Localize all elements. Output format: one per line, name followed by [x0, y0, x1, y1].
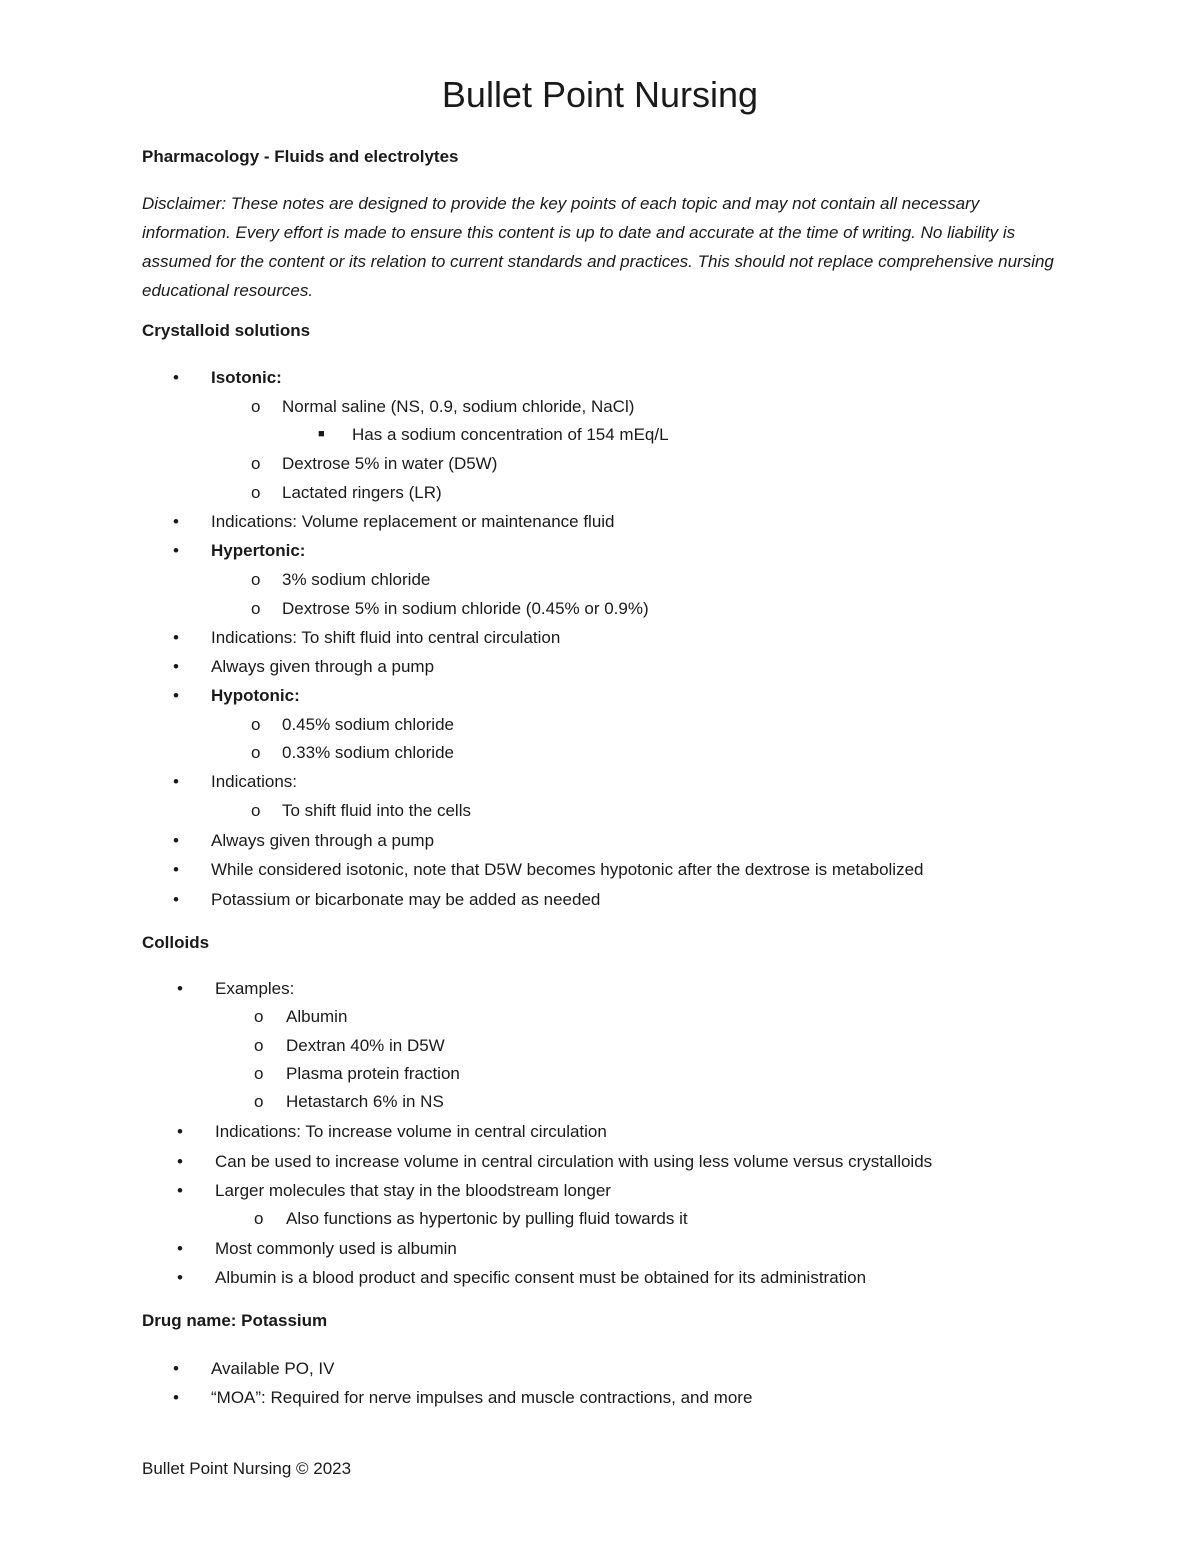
list-item: Also functions as hypertonic by pulling fluid towards it: [286, 1209, 688, 1228]
circle-bullet-icon: o: [251, 715, 261, 734]
bullet-icon: •: [177, 1152, 183, 1171]
list-item: Most commonly used is albumin: [215, 1239, 457, 1258]
list-item: Isotonic:: [211, 368, 282, 387]
bullet-icon: •: [173, 772, 179, 791]
list-item: 3% sodium chloride: [282, 570, 431, 589]
bullet-icon: •: [177, 1181, 183, 1200]
page-title: Bullet Point Nursing: [441, 74, 759, 115]
list-item: To shift fluid into the cells: [282, 801, 471, 820]
bullet-icon: •: [177, 1122, 183, 1141]
section-heading-potassium: Drug name: Potassium: [142, 1311, 328, 1330]
circle-bullet-icon: o: [251, 801, 261, 820]
list-item: Indications:: [211, 772, 297, 791]
bullet-icon: •: [173, 541, 179, 560]
list-item: Hypotonic:: [211, 686, 300, 705]
circle-bullet-icon: o: [251, 397, 261, 416]
bullet-icon: •: [173, 860, 179, 879]
bullet-icon: •: [173, 1388, 179, 1407]
section-heading-colloids: Colloids: [142, 933, 210, 952]
list-item: Albumin is a blood product and specific consent must be obtained for its administration: [215, 1268, 867, 1287]
disclaimer-text: Disclaimer: These notes are designed to provide the key points of each topic and may not contain all necessary information. Every effort is made to ensure this content is up to date and accurate at the time of writing. No liability is assumed for the content or its relation to current standards and practices. This should not replace comprehensive nursing educational resources.: [142, 194, 1054, 300]
list-item: Dextrose 5% in water (D5W): [282, 454, 498, 473]
circle-bullet-icon: o: [251, 454, 261, 473]
list-item: 0.45% sodium chloride: [282, 715, 454, 734]
circle-bullet-icon: o: [251, 570, 261, 589]
list-item: Hetastarch 6% in NS: [286, 1092, 444, 1111]
list-item: Can be used to increase volume in central circulation with using less volume versus crystalloids: [215, 1152, 933, 1171]
square-bullet-icon: ■: [318, 428, 325, 440]
circle-bullet-icon: o: [251, 743, 261, 762]
list-item: Available PO, IV: [211, 1359, 335, 1378]
bullet-icon: •: [177, 1239, 183, 1258]
list-item: Indications: To shift fluid into central circulation: [211, 628, 561, 647]
list-item: Hypertonic:: [211, 541, 306, 560]
section-heading-crystalloid: Crystalloid solutions: [142, 321, 311, 340]
list-item: Dextrose 5% in sodium chloride (0.45% or 0.9%): [282, 599, 649, 618]
list-item: Always given through a pump: [211, 657, 435, 676]
list-item: Larger molecules that stay in the bloodstream longer: [215, 1181, 611, 1200]
list-item: Potassium or bicarbonate may be added as needed: [211, 890, 601, 909]
list-item: Dextran 40% in D5W: [286, 1036, 445, 1055]
bullet-icon: •: [173, 831, 179, 850]
page-footer: Bullet Point Nursing © 2023: [142, 1459, 352, 1478]
topic-heading: Pharmacology - Fluids and electrolytes: [142, 147, 459, 166]
list-item: Albumin: [286, 1007, 348, 1026]
circle-bullet-icon: o: [251, 483, 261, 502]
bullet-icon: •: [173, 1359, 179, 1378]
list-item: Examples:: [215, 979, 295, 998]
list-item: Indications: To increase volume in central circulation: [215, 1122, 607, 1141]
bullet-icon: •: [173, 890, 179, 909]
circle-bullet-icon: o: [254, 1209, 264, 1228]
list-item: Has a sodium concentration of 154 mEq/L: [352, 425, 669, 444]
list-item: Normal saline (NS, 0.9, sodium chloride, NaCl): [282, 397, 635, 416]
circle-bullet-icon: o: [254, 1064, 264, 1083]
circle-bullet-icon: o: [254, 1007, 264, 1026]
list-item: Plasma protein fraction: [286, 1064, 460, 1083]
circle-bullet-icon: o: [254, 1092, 264, 1111]
list-item: 0.33% sodium chloride: [282, 743, 454, 762]
bullet-icon: •: [177, 1268, 183, 1287]
bullet-icon: •: [173, 686, 179, 705]
bullet-icon: •: [173, 368, 179, 387]
list-item: While considered isotonic, note that D5W becomes hypotonic after the dextrose is metabolized: [211, 860, 924, 879]
list-item: Lactated ringers (LR): [282, 483, 442, 502]
list-item: Indications: Volume replacement or maintenance fluid: [211, 512, 615, 531]
list-item: Always given through a pump: [211, 831, 435, 850]
bullet-icon: •: [173, 657, 179, 676]
bullet-icon: •: [177, 979, 183, 998]
circle-bullet-icon: o: [251, 599, 261, 618]
bullet-icon: •: [173, 512, 179, 531]
list-item: “MOA”: Required for nerve impulses and muscle contractions, and more: [211, 1388, 753, 1407]
circle-bullet-icon: o: [254, 1036, 264, 1055]
bullet-icon: •: [173, 628, 179, 647]
